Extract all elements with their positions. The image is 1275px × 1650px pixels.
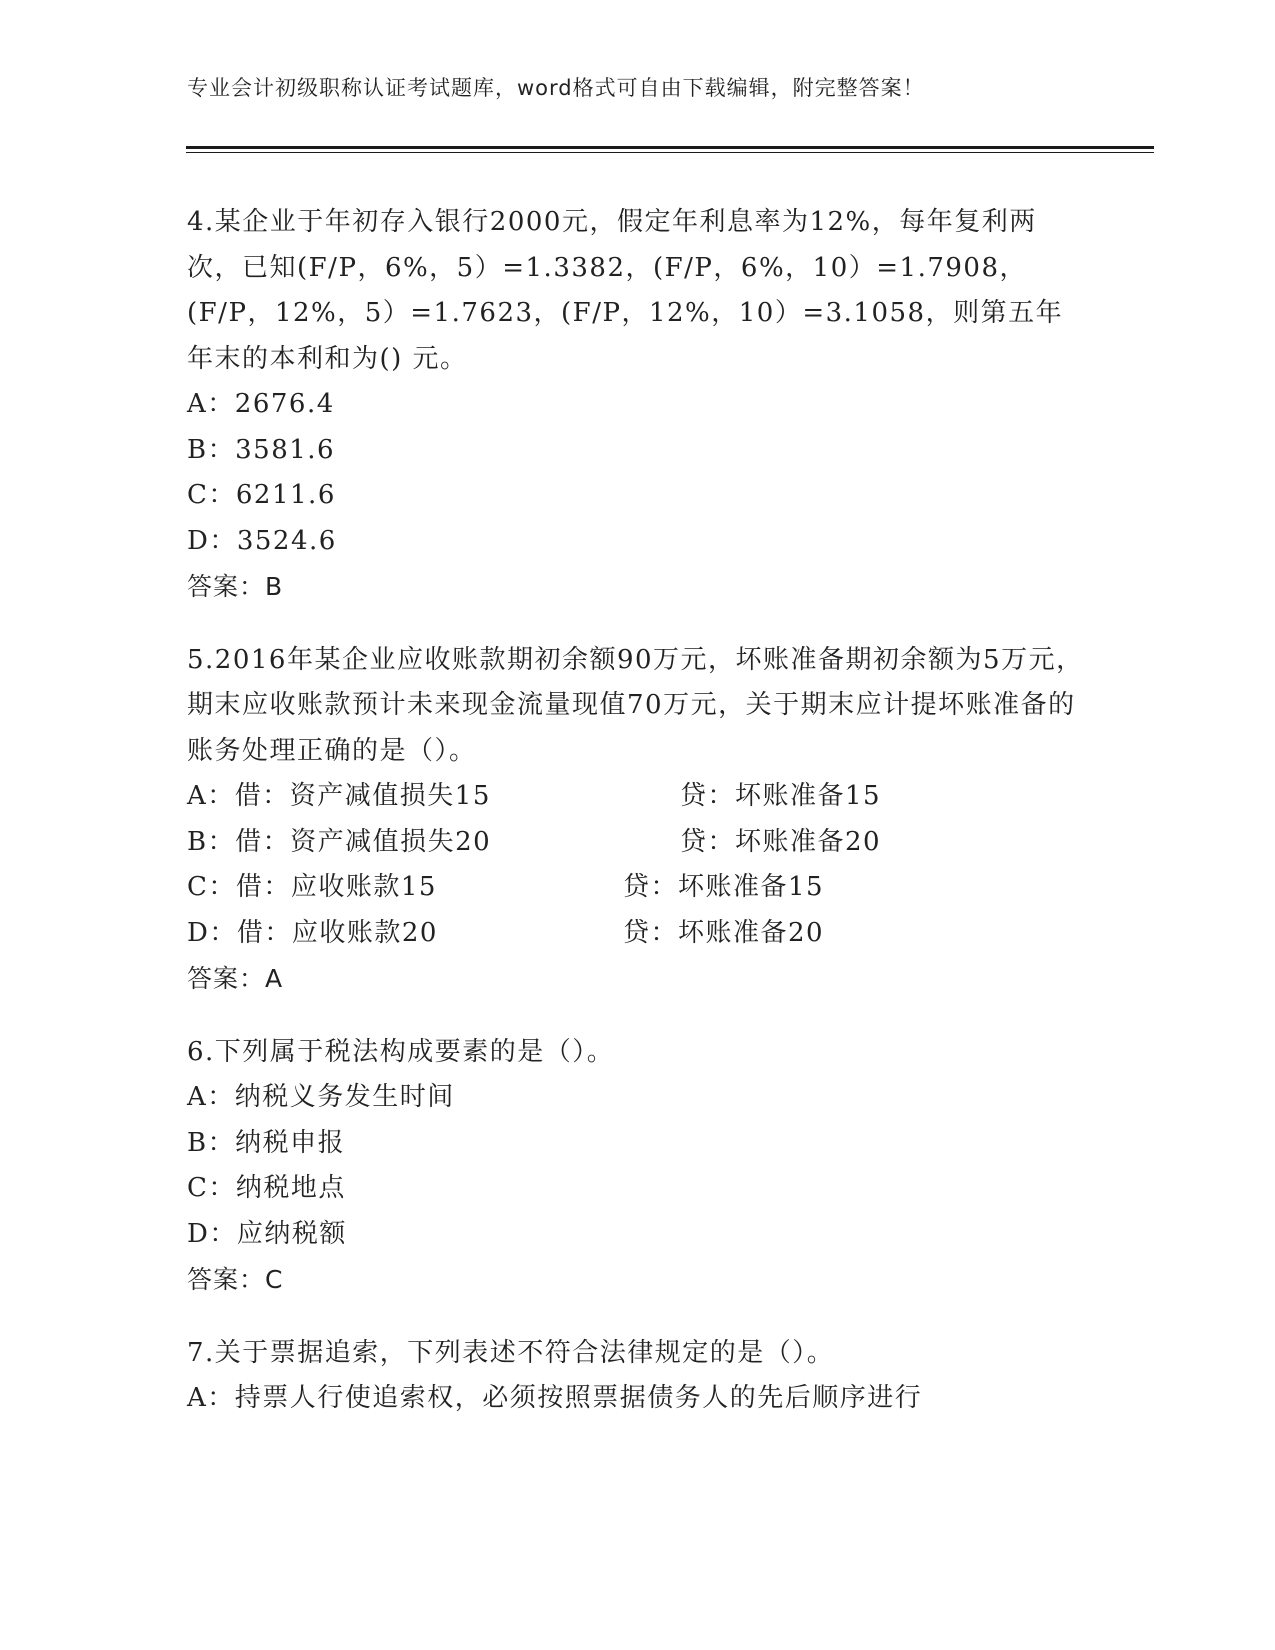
option-debit: C：借：应收账款15 xyxy=(187,872,437,902)
option-c: C：6211.6 xyxy=(187,480,336,510)
header-rule-thick xyxy=(186,146,1154,149)
question-stem: 6.下列属于税法构成要素的是（）。 xyxy=(187,1036,615,1067)
question-5 xyxy=(187,638,1087,1002)
option-credit: 贷：坏账准备15 xyxy=(623,872,825,902)
question-list xyxy=(187,200,1087,1450)
option-c xyxy=(187,865,1087,911)
answer: 答案：C xyxy=(187,1265,284,1294)
option-a: A：2676.4 xyxy=(187,389,335,419)
option-a: A：纳税义务发生时间 xyxy=(187,1082,455,1112)
option-a xyxy=(187,774,1087,820)
option-a: A：持票人行使追索权，必须按照票据债务人的先后顺序进行 xyxy=(187,1383,923,1413)
question-4 xyxy=(187,200,1087,610)
option-debit: D：借：应收账款20 xyxy=(187,917,438,948)
option-d: D：3524.6 xyxy=(187,525,337,556)
answer: 答案：A xyxy=(187,964,284,993)
option-c: C：纳税地点 xyxy=(187,1173,346,1203)
option-d: D：应纳税额 xyxy=(187,1218,347,1249)
option-b xyxy=(187,820,1087,866)
answer: 答案：B xyxy=(187,572,284,601)
header-rule-thin xyxy=(186,152,1154,153)
option-debit: B：借：资产减值损失20 xyxy=(187,826,492,857)
option-b: B：3581.6 xyxy=(187,434,336,465)
option-credit: 贷：坏账准备20 xyxy=(623,917,825,948)
option-b: B：纳税申报 xyxy=(187,1127,346,1158)
option-credit: 贷：坏账准备20 xyxy=(680,826,882,857)
question-stem: 4.某企业于年初存入银行2000元，假定年利息率为12%，每年复利两次，已知(F/P，6%，5）=1.3382，(F/P，6%，10）=1.7908，(F/P，12%，5）=1.7623，(F/P，12%，10）=3.1058，则第五年年末的本利和为() 元。 xyxy=(187,207,1064,374)
question-stem: 7.关于票据追索，下列表述不符合法律规定的是（）。 xyxy=(187,1337,835,1368)
question-stem: 5.2016年某企业应收账款期初余额90万元，坏账准备期初余额为5万元，期末应收账款预计未来现金流量现值70万元，关于期末应计提坏账准备的账务处理正确的是（）。 xyxy=(187,644,1084,766)
option-d xyxy=(187,911,1087,957)
question-7 xyxy=(187,1331,1087,1422)
option-credit: 贷：坏账准备15 xyxy=(680,781,882,811)
question-6 xyxy=(187,1030,1087,1303)
option-debit: A：借：资产减值损失15 xyxy=(187,781,491,811)
page-header: 专业会计初级职称认证考试题库，word格式可自由下载编辑，附完整答案！ xyxy=(187,76,925,100)
